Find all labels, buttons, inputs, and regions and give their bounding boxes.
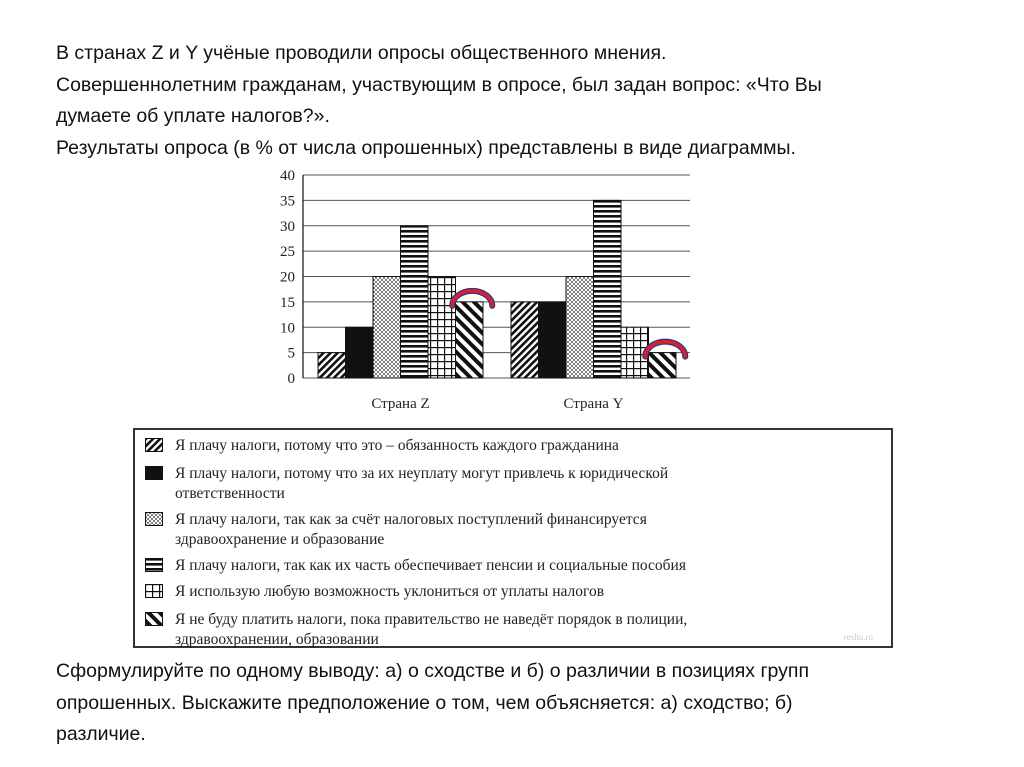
legend-item (145, 610, 883, 650)
task-question (56, 656, 976, 751)
legend-label-continued: здравоохранении, образовании (175, 631, 379, 648)
chart-legend (133, 428, 893, 648)
y-tick-label: 0 (287, 371, 295, 387)
legend-item (145, 556, 883, 576)
diag-wide-swatch-icon (145, 612, 163, 626)
task-intro (56, 38, 976, 164)
bar (594, 200, 622, 378)
legend-label: Я не буду платить налоги, пока правительство не наведёт порядок в полиции, (175, 611, 688, 628)
bar-chart (255, 165, 715, 415)
y-tick-label: 20 (280, 269, 295, 286)
legend-text (175, 510, 647, 550)
intro-line: Результаты опроса (в % от числа опрошенных) представлены в виде диаграммы. (56, 136, 796, 159)
y-tick-label: 25 (280, 244, 295, 261)
legend-text (175, 436, 619, 456)
legend-text (175, 556, 686, 576)
grid-swatch-icon (145, 584, 163, 598)
watermark: reshu.ru (843, 632, 873, 642)
bar (428, 277, 456, 379)
y-tick-label: 30 (280, 218, 295, 235)
solid-swatch-icon (145, 466, 163, 480)
legend-text (175, 582, 604, 602)
bar (401, 226, 429, 378)
bar (539, 302, 567, 378)
bar (318, 353, 346, 378)
intro-line: В странах Z и Y учёные проводили опросы общественного мнения. (56, 42, 667, 64)
legend-item (145, 582, 883, 602)
y-tick-label: 35 (280, 193, 295, 210)
question-line: опрошенных. Выскажите предположение о том, чем объясняется: а) сходство; б) (56, 691, 793, 714)
bar (346, 327, 374, 378)
legend-label: Я плачу налоги, потому что за их неуплату могут привлечь к юридической (175, 465, 669, 482)
legend-item (145, 464, 883, 504)
intro-line: думаете об уплате налогов?». (56, 105, 330, 127)
bar (456, 302, 484, 378)
question-line: различие. (56, 723, 146, 745)
y-tick-label: 15 (280, 294, 295, 311)
legend-item (145, 436, 883, 456)
legend-item (145, 510, 883, 550)
dots-swatch-icon (145, 512, 163, 526)
diag-dense-swatch-icon (145, 438, 163, 452)
x-category-label: Страна Y (563, 396, 624, 412)
bar (566, 277, 594, 379)
legend-label: Я плачу налоги, так как за счёт налоговых поступлений финансируется (175, 511, 647, 528)
y-tick-label: 40 (280, 168, 295, 184)
legend-label: Я плачу налоги, так как их часть обеспечивает пенсии и социальные пособия (175, 557, 686, 574)
legend-label-continued: здравоохранение и образование (175, 531, 385, 548)
intro-line: Совершеннолетним гражданам, участвующим в опросе, был задан вопрос: «Что Вы (56, 73, 822, 96)
legend-label: Я использую любую возможность уклониться от уплаты налогов (175, 583, 605, 600)
bar (511, 302, 539, 378)
legend-text (175, 610, 687, 650)
legend-label-continued: ответственности (175, 485, 285, 502)
bar (373, 277, 401, 379)
y-tick-label: 10 (280, 320, 295, 337)
y-tick-label: 5 (287, 345, 295, 362)
legend-text (175, 464, 668, 504)
legend-label: Я плачу налоги, потому что это – обязанность каждого гражданина (175, 437, 619, 454)
bar (649, 353, 677, 378)
question-line: Сформулируйте по одному выводу: а) о сходстве и б) о различии в позициях групп (56, 660, 810, 682)
x-category-label: Страна Z (371, 396, 430, 412)
hlines-swatch-icon (145, 558, 163, 572)
